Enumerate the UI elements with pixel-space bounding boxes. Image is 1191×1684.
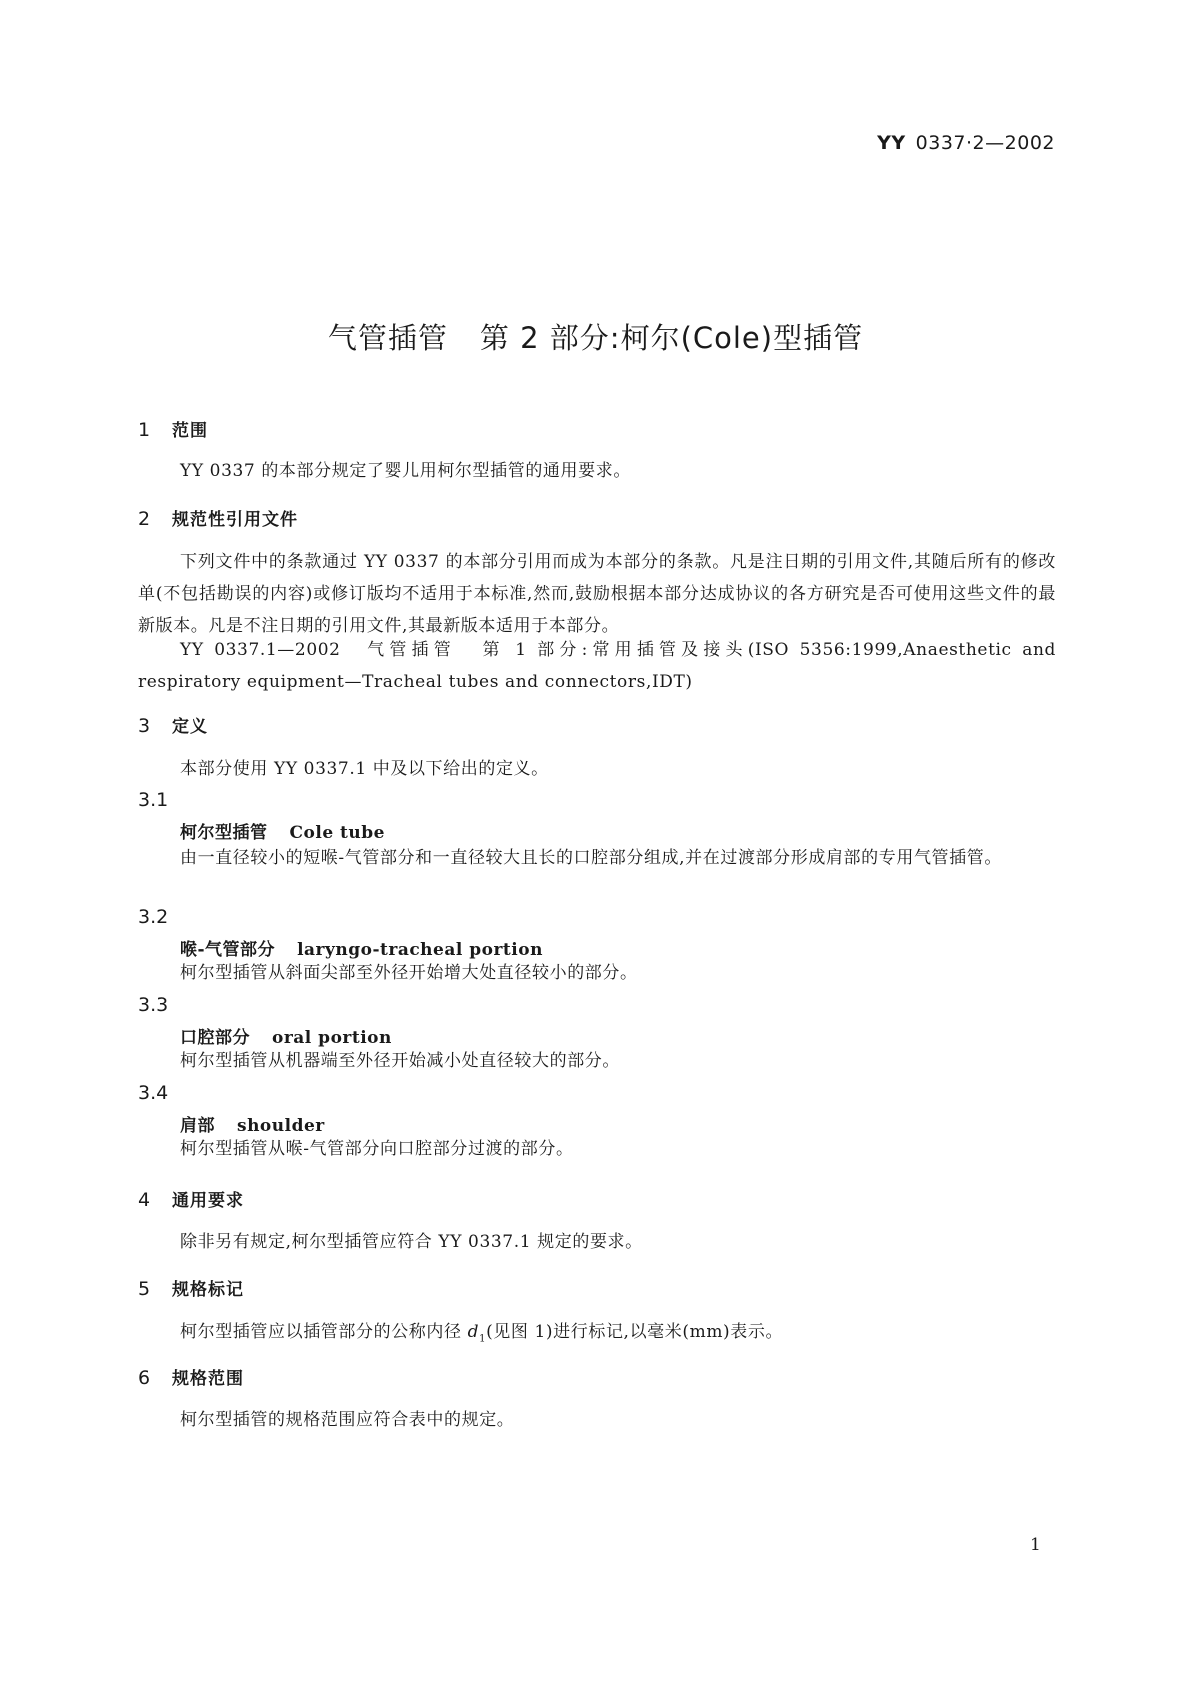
section-3-heading [138, 712, 208, 737]
title-part-1: 气管插管 [327, 321, 448, 355]
section-number: 1 [138, 419, 152, 441]
term-english: laryngo-tracheal portion [297, 940, 543, 960]
standard-number: 0337·2—2002 [915, 132, 1055, 154]
section-1-heading [138, 416, 208, 441]
section-6-heading [138, 1364, 244, 1389]
section-4-body: 除非另有规定,柯尔型插管应符合 YY 0337.1 规定的要求。 [180, 1232, 643, 1252]
reference-title: 气管插管 [362, 640, 456, 660]
definition-term [180, 818, 385, 843]
section-title: 规范性引用文件 [172, 510, 298, 530]
section-title: 规格标记 [172, 1280, 244, 1300]
reference-detail: 第 1 部分:常用插管及接头(ISO 5356:1999,Anaesthetic and respiratory equipment—Tracheal tubes and connectors,IDT) [138, 640, 1057, 692]
normative-reference [138, 634, 1056, 698]
definition-text: 柯尔型插管从喉-气管部分向口腔部分过渡的部分。 [180, 1139, 574, 1159]
section-2-heading [138, 505, 298, 530]
section-1-body: YY 0337 的本部分规定了婴儿用柯尔型插管的通用要求。 [180, 461, 631, 481]
definition-text: 由一直径较小的短喉-气管部分和一直径较大且长的口腔部分组成,并在过渡部分形成肩部的专用气管插管。 [180, 848, 1002, 868]
section-title: 通用要求 [172, 1191, 244, 1211]
definition-number: 3.3 [138, 994, 169, 1016]
term-english: oral portion [272, 1028, 392, 1048]
section-title: 范围 [172, 421, 208, 441]
definition-number: 3.1 [138, 789, 169, 811]
section-6-body: 柯尔型插管的规格范围应符合表中的规定。 [180, 1410, 515, 1430]
variable-symbol: d [467, 1322, 480, 1342]
term-chinese: 口腔部分 [180, 1028, 250, 1048]
section-number: 3 [138, 715, 152, 737]
section-number: 2 [138, 508, 152, 530]
section-2-body: 下列文件中的条款通过 YY 0337 的本部分引用而成为本部分的条款。凡是注日期的引用文件,其随后所有的修改单(不包括勘误的内容)或修订版均不适用于本标准,然而,鼓励根据本部分达成协议的各方研究是否可使用这些文件的最新版本。凡是不注日期的引用文件,其最新版本适用于本部分。 [138, 552, 1056, 636]
section-3-body: 本部分使用 YY 0337.1 中及以下给出的定义。 [180, 759, 549, 779]
body-text: 柯尔型插管应以插管部分的公称内径 [180, 1322, 462, 1342]
title-part-2: 第 2 部分:柯尔(Cole)型插管 [479, 321, 864, 355]
standard-prefix: YY [877, 132, 906, 154]
section-5-body [180, 1316, 1056, 1355]
term-english: Cole tube [289, 823, 385, 843]
section-5-heading [138, 1275, 244, 1300]
reference-code: YY 0337.1—2002 [180, 640, 341, 660]
document-title [0, 316, 1191, 357]
section-number: 6 [138, 1367, 152, 1389]
term-chinese: 肩部 [180, 1116, 215, 1136]
section-4-heading [138, 1186, 244, 1211]
variable-subscript: 1 [479, 1333, 487, 1345]
definition-number: 3.2 [138, 906, 169, 928]
term-chinese: 喉-气管部分 [180, 940, 276, 960]
section-title: 定义 [172, 717, 208, 737]
page-number: 1 [1030, 1535, 1041, 1555]
term-chinese: 柯尔型插管 [180, 823, 268, 843]
section-title: 规格范围 [172, 1369, 244, 1389]
term-english: shoulder [237, 1116, 325, 1136]
section-number: 5 [138, 1278, 152, 1300]
definition-text: 柯尔型插管从机器端至外径开始减小处直径较大的部分。 [180, 1051, 620, 1071]
section-number: 4 [138, 1189, 152, 1211]
body-text: (见图 1)进行标记,以毫米(mm)表示。 [486, 1322, 784, 1342]
definition-text: 柯尔型插管从斜面尖部至外径开始增大处直径较小的部分。 [180, 963, 638, 983]
standard-code [877, 132, 1055, 154]
definition-number: 3.4 [138, 1082, 169, 1104]
